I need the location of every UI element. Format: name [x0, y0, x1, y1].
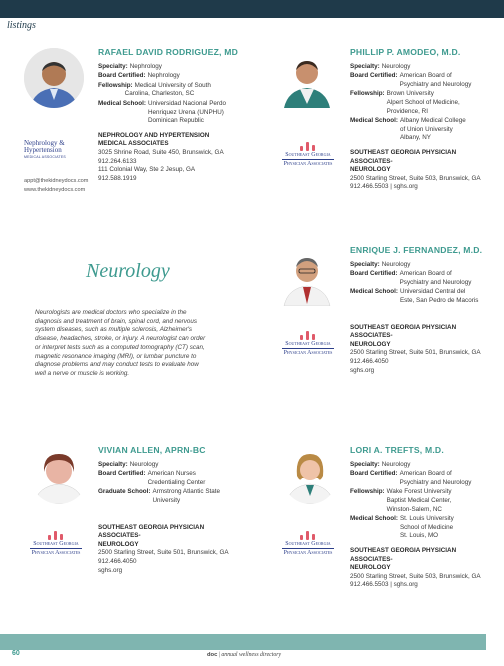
listing-amodeo: [350, 48, 498, 192]
logo-line: MEDICAL ASSOCIATES: [24, 155, 66, 159]
listing-rodriguez: [98, 48, 248, 183]
value: University: [152, 496, 181, 504]
address-line: 111 Colonial Way, Ste 2 Jesup, GA: [98, 166, 196, 174]
sgpa-mark-icon: [299, 531, 317, 540]
sgpa-logo: [276, 331, 340, 357]
label: Specialty:: [98, 460, 128, 468]
photo-amodeo: [280, 48, 334, 108]
logo-divider: [282, 159, 334, 160]
value: Credentialing Center: [147, 478, 206, 486]
footer-brand: doc: [207, 652, 218, 658]
fellowship-row: [350, 488, 498, 514]
email-link[interactable]: appt@thekidneydocs.com: [24, 178, 89, 184]
top-bar: [0, 0, 504, 18]
doctor-name: RAFAEL DAVID RODRIGUEZ, MD: [98, 47, 238, 57]
school-row: [350, 515, 498, 541]
specialty-row: [350, 63, 498, 72]
value: Alpert School of Medicine,: [386, 98, 460, 106]
logo-divider: [30, 548, 82, 549]
specialty-row: [98, 461, 248, 470]
value: Este, San Pedro de Macoris: [399, 296, 479, 304]
logo-line: Southeast Georgia: [33, 541, 79, 547]
address: [350, 349, 498, 375]
address-line: 3025 Shrine Road, Suite 450, Brunswick, GA: [98, 148, 224, 156]
logo-divider: [282, 348, 334, 349]
phone: 912.588.1919: [98, 174, 137, 182]
label: Board Certified:: [350, 270, 398, 278]
phone: 912.466.5503 | sghs.org: [350, 581, 418, 589]
practice-name: [98, 524, 248, 550]
practice-line: NEUROLOGY: [98, 540, 139, 548]
side-links: [24, 177, 88, 196]
practice-line: NEUROLOGY: [350, 166, 391, 174]
value: Medical University of South: [134, 81, 211, 89]
graduate-school-row: [98, 488, 248, 505]
sgpa-mark-icon: [47, 531, 65, 540]
label: Specialty:: [98, 62, 128, 70]
value: Neurology: [129, 460, 159, 468]
logo-line: Physician Associates: [283, 161, 333, 168]
section-label: listings: [7, 20, 36, 31]
logo-line: Physician Associates: [31, 550, 81, 557]
board-row: [98, 72, 248, 81]
label: Specialty:: [350, 62, 380, 70]
label: Specialty:: [350, 260, 380, 268]
address: [350, 573, 498, 590]
value: American Nurses: [147, 470, 196, 478]
practice-line: NEUROLOGY: [350, 340, 391, 348]
doctor-name: VIVIAN ALLEN, APRN-BC: [98, 445, 206, 455]
address-line: 2500 Starling Street, Suite 501, Brunswick, GA: [98, 549, 229, 557]
label: Medical School:: [350, 117, 398, 125]
practice-name: [350, 149, 498, 175]
value: School of Medicine: [399, 523, 454, 531]
logo-line: Physician Associates: [283, 550, 333, 557]
footer-bar: [0, 634, 486, 650]
footer-title: [207, 652, 281, 658]
practice-name: [350, 547, 498, 573]
value: Dominican Republic: [147, 117, 204, 125]
doctor-name: ENRIQUE J. FERNANDEZ, M.D.: [350, 245, 483, 255]
value: St. Louis, MO: [399, 532, 439, 540]
value: American Board of: [399, 72, 452, 80]
practice-name: [98, 132, 248, 149]
website: sghs.org: [350, 366, 375, 374]
description-line: diagnosis and treatment of brain, spinal cord, and nervous: [35, 317, 198, 325]
label: Graduate School:: [98, 488, 151, 496]
photo-allen: [30, 446, 88, 504]
phone: 912.466.4050: [98, 557, 137, 565]
website-link[interactable]: www.thekidneydocs.com: [24, 187, 86, 194]
neurology-description: [35, 309, 245, 379]
address: [98, 149, 248, 183]
value: Psychiatry and Neurology: [399, 278, 472, 286]
phone: 912.264.6133: [98, 157, 137, 165]
value: Neurology: [381, 260, 411, 268]
listing-trefts: [350, 446, 498, 590]
address: [98, 549, 248, 575]
board-row: [350, 72, 498, 89]
value: Nephrology: [147, 72, 180, 80]
value: American Board of: [399, 270, 452, 278]
practice-line: MEDICAL ASSOCIATES: [98, 140, 169, 148]
phone: 912.466.4050: [350, 357, 389, 365]
footer-subtitle: annual wellness directory: [221, 652, 282, 658]
description-line: Neurologists are medical doctors who specialize in the: [35, 309, 187, 316]
value: Nephrology: [129, 62, 162, 70]
label: Medical School:: [350, 515, 398, 523]
description-line: diagnose problems and may conduct tests to evaluate how: [35, 361, 199, 369]
address-line: 2500 Starling Street, Suite 503, Brunswick, GA: [350, 174, 481, 182]
label: Medical School:: [350, 288, 398, 296]
description-line: or interpret tests such as a computed tomography (CT) scan,: [35, 343, 205, 351]
photo-rodriguez: [24, 48, 84, 108]
sgpa-mark-icon: [299, 331, 317, 340]
board-row: [98, 470, 248, 487]
value: Winston-Salem, NC: [386, 505, 442, 513]
logo-divider: [282, 548, 334, 549]
sgpa-logo: [276, 142, 340, 168]
specialty-row: [350, 461, 498, 470]
value: Henriquez Urena (UNPHU): [147, 108, 224, 116]
logo-line: Southeast Georgia: [285, 152, 331, 158]
label: Board Certified:: [98, 470, 146, 478]
value: Neurology: [381, 460, 411, 468]
address-line: 2500 Starling Street, Suite 501, Brunswick, GA: [350, 349, 481, 357]
value: Baptist Medical Center,: [386, 496, 452, 504]
specialty-row: [350, 261, 498, 270]
practice-name: [350, 324, 498, 350]
address: [350, 175, 498, 192]
logo-line: Nephrology &: [24, 139, 65, 147]
value: American Board of: [399, 470, 452, 478]
label: Medical School:: [98, 99, 146, 107]
fellowship-row: [350, 90, 498, 116]
photo-fernandez: [280, 246, 334, 306]
label: Board Certified:: [350, 470, 398, 478]
value: St. Louis University: [399, 515, 454, 523]
label: Board Certified:: [98, 72, 146, 80]
sgpa-mark-icon: [299, 142, 317, 151]
practice-line: SOUTHEAST GEORGIA PHYSICIAN ASSOCIATES-: [98, 523, 205, 540]
sgpa-logo: [276, 531, 340, 557]
value: Universidad Central del: [399, 288, 466, 296]
description-line: magnetic resonance imaging (MRI), or lumbar puncture to: [35, 352, 197, 360]
value: Providence, RI: [386, 107, 428, 115]
photo-trefts: [282, 446, 338, 504]
doctor-name: PHILLIP P. AMODEO, M.D.: [350, 47, 461, 57]
listing-allen: [98, 446, 248, 575]
label: Fellowship:: [98, 81, 133, 89]
value: Psychiatry and Neurology: [399, 80, 472, 88]
listing-fernandez: [350, 246, 498, 375]
neurology-heading: Neurology: [86, 260, 170, 282]
value: Albany Medical College: [399, 117, 466, 125]
value: Wake Forest University: [386, 488, 452, 496]
footer-divider: |: [218, 652, 220, 658]
website: sghs.org: [98, 566, 123, 574]
board-row: [350, 270, 498, 287]
label: Specialty:: [350, 460, 380, 468]
nephrology-hypertension-logo: [24, 140, 66, 161]
address-line: 2500 Starling Street, Suite 503, Brunswick, GA: [350, 572, 481, 580]
practice-line: NEUROLOGY: [350, 564, 391, 572]
board-row: [350, 470, 498, 487]
sgpa-logo: [24, 531, 88, 557]
label: Fellowship:: [350, 90, 385, 98]
logo-line: Hypertension: [24, 146, 62, 154]
school-row: [350, 117, 498, 143]
label: Fellowship:: [350, 488, 385, 496]
description-line: well a nerve or muscle is working.: [35, 369, 130, 377]
practice-line: SOUTHEAST GEORGIA PHYSICIAN ASSOCIATES-: [350, 323, 457, 340]
value: Psychiatry and Neurology: [399, 478, 472, 486]
logo-line: Physician Associates: [283, 350, 333, 357]
value: Neurology: [381, 62, 411, 70]
page-number: 60: [12, 650, 20, 657]
fellowship-row: [98, 82, 248, 99]
description-line: system diseases, such as multiple sclerosis, Alzheimer's: [35, 326, 193, 334]
label: Board Certified:: [350, 72, 398, 80]
logo-line: Southeast Georgia: [285, 341, 331, 347]
value: Carolina, Charleston, SC: [124, 90, 195, 98]
value: Albany, NY: [399, 134, 431, 142]
value: Universidad Nacional Perdo: [147, 99, 226, 107]
value: Brown University: [386, 90, 434, 98]
logo-line: Southeast Georgia: [285, 541, 331, 547]
phone: 912.466.5503 | sghs.org: [350, 183, 418, 191]
value: of Union University: [399, 125, 453, 133]
school-row: [350, 288, 498, 305]
value: Armstrong Atlantic State: [152, 488, 221, 496]
description-line: disease, headaches, stroke, or injury. A neurologist can order: [35, 335, 206, 343]
specialty-row: [98, 63, 248, 72]
practice-line: SOUTHEAST GEORGIA PHYSICIAN ASSOCIATES-: [350, 148, 457, 165]
doctor-name: LORI A. TREFTS, M.D.: [350, 445, 444, 455]
school-row: [98, 100, 248, 126]
practice-line: SOUTHEAST GEORGIA PHYSICIAN ASSOCIATES-: [350, 546, 457, 563]
practice-line: NEPHROLOGY AND HYPERTENSION: [98, 131, 210, 139]
